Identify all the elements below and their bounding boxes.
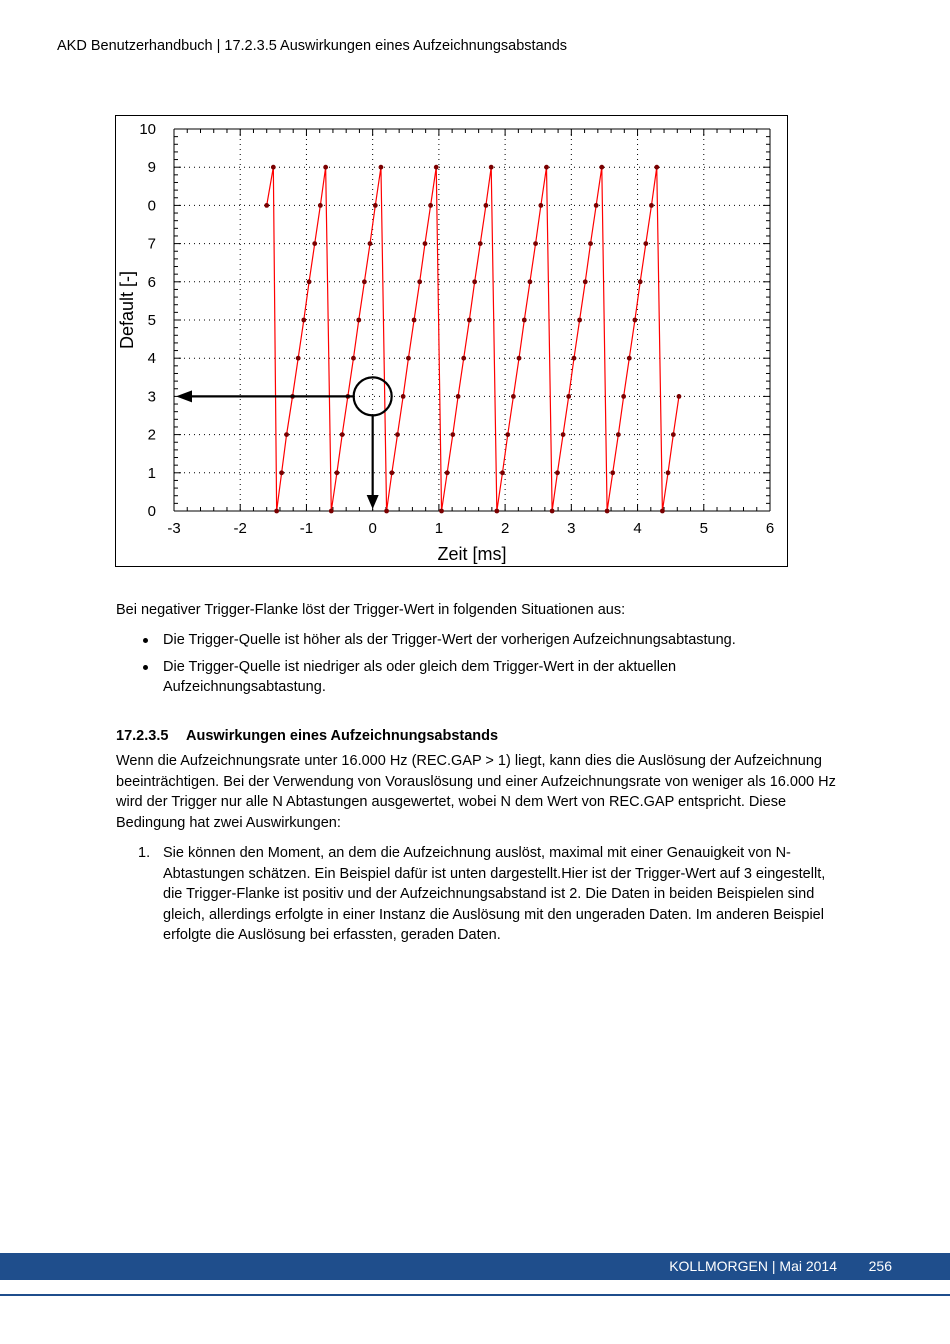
arrow-left-head-icon	[176, 390, 192, 402]
data-point	[401, 394, 406, 399]
x-tick-label: 3	[567, 520, 576, 537]
data-point	[522, 318, 527, 323]
numbered-list	[116, 843, 836, 946]
item-number: 1.	[138, 845, 151, 861]
y-tick-label: 0	[147, 503, 156, 520]
bullet-item	[116, 657, 836, 698]
x-tick-label: 2	[500, 520, 510, 537]
data-point	[505, 432, 510, 437]
data-point	[666, 470, 671, 475]
data-point	[660, 509, 665, 514]
chart-svg	[116, 116, 789, 568]
intro-paragraph: Bei negativer Trigger-Flanke löst der Trigger-Wert in folgenden Situationen aus:	[116, 602, 626, 618]
data-point	[389, 470, 394, 475]
data-point	[638, 279, 643, 284]
y-tick-label: 6	[147, 273, 156, 291]
data-point	[627, 356, 632, 361]
x-tick-label: -3	[167, 520, 181, 537]
bullet-text: Die Trigger-Quelle ist höher als der Trigger-Wert der vorherigen Aufzeichnungsabtastung.	[163, 632, 736, 648]
data-point	[671, 432, 676, 437]
body-paragraph: Wenn die Aufzeichnungsrate unter 16.000 Hz (REC.GAP > 1) liegt, kann dies die Auslösung der Aufzeichnung beeinträchtigen. Bei der Verwendung von Vorauslösung und einer Aufzeichnungsrate von weniger als 16.000 Hz wird der Trigger nur alle N Abtastungen ausgewertet, wobei N dem Wert von REC.GAP entspricht. Diese Bedingung hat zwei Auswirkungen:	[116, 753, 836, 831]
bullet-item	[116, 630, 836, 651]
data-point	[356, 318, 361, 323]
data-point	[274, 509, 279, 514]
data-point	[643, 241, 648, 246]
y-tick-label: 10	[139, 121, 156, 138]
data-point	[434, 165, 439, 170]
page-header: AKD Benutzerhandbuch | 17.2.3.5 Auswirkungen eines Aufzeichnungsabstands	[57, 38, 568, 54]
x-tick-label: 6	[765, 520, 775, 537]
chart-figure	[115, 115, 788, 567]
data-point	[329, 509, 334, 514]
data-point	[610, 470, 615, 475]
data-point	[307, 279, 312, 284]
bullet-list	[116, 630, 836, 704]
y-tick-label: 3	[147, 388, 156, 406]
series-line	[267, 167, 679, 511]
data-point	[417, 279, 422, 284]
data-point	[271, 165, 276, 170]
data-point	[450, 432, 455, 437]
data-point	[445, 470, 450, 475]
data-point	[284, 432, 289, 437]
section-number: 17.2.3.5	[116, 728, 169, 744]
bullet-text: Die Trigger-Quelle ist niedriger als oder gleich dem Trigger-Wert in der aktuellen Aufzeichnungsabtastung.	[163, 658, 677, 695]
data-point	[494, 509, 499, 514]
data-point	[478, 241, 483, 246]
data-point	[566, 394, 571, 399]
x-axis-label: Zeit [ms]	[437, 544, 507, 564]
data-point	[677, 394, 682, 399]
data-point	[439, 509, 444, 514]
x-tick-label: 4	[633, 520, 642, 537]
data-point	[572, 356, 577, 361]
bullet-dot-icon	[143, 638, 148, 643]
y-axis-label: Default [-]	[117, 270, 137, 350]
y-tick-label: 2	[147, 426, 156, 444]
data-point	[312, 241, 317, 246]
x-tick-label: -2	[233, 520, 247, 537]
data-point	[588, 241, 593, 246]
data-point	[621, 394, 626, 399]
data-point	[264, 203, 269, 208]
data-point	[368, 241, 373, 246]
data-point	[550, 509, 555, 514]
x-tick-label: 0	[368, 520, 377, 537]
data-point	[362, 279, 367, 284]
data-point	[489, 165, 494, 170]
data-point	[335, 470, 340, 475]
data-point	[533, 241, 538, 246]
data-point	[406, 356, 411, 361]
data-point	[528, 279, 533, 284]
y-tick-label: 4	[147, 350, 156, 368]
data-point	[649, 203, 654, 208]
x-tick-label: 1	[434, 520, 444, 537]
data-point	[555, 470, 560, 475]
data-point	[599, 165, 604, 170]
data-point	[318, 203, 323, 208]
data-point	[594, 203, 599, 208]
page-number: 256	[868, 1258, 892, 1274]
arrow-down-head-icon	[367, 495, 379, 509]
x-tick-label: -1	[299, 520, 314, 537]
y-tick-label: 9	[147, 159, 156, 177]
data-point	[428, 203, 433, 208]
y-tick-label: 0	[147, 197, 156, 215]
item-text: Sie können den Moment, an dem die Aufzeichnung auslöst, maximal mit einer Genauigkeit von N-Abtastungen schätzen. Ein Beispiel dafür ist unten dargestellt.Hier ist der Trigger-Wert auf 3 eingestellt, die Trigger-Flanke ist positiv und der Aufzeichnungsabstand ist 2. Die Daten in beiden Beispielen sind gleich, allerdings erfolgte in einer Instanz die Auslösung mit den ungeraden Daten. Im anderen Beispiel erfolgte die Auslösung bei erfassten, geraden Daten.	[163, 845, 826, 943]
data-point	[340, 432, 345, 437]
footer-rule	[0, 1294, 950, 1296]
data-point	[500, 470, 505, 475]
data-point	[616, 432, 621, 437]
footer-bar	[0, 1253, 950, 1280]
data-point	[323, 165, 328, 170]
data-point	[484, 203, 489, 208]
data-point	[583, 279, 588, 284]
data-point	[467, 318, 472, 323]
section-title: Auswirkungen eines Aufzeichnungsabstands	[186, 728, 499, 744]
data-point	[373, 203, 378, 208]
data-point	[561, 432, 566, 437]
x-tick-label: 5	[699, 520, 708, 537]
data-point	[456, 394, 461, 399]
bullet-dot-icon	[143, 665, 148, 670]
data-point	[384, 509, 389, 514]
data-point	[423, 241, 428, 246]
data-point	[351, 356, 356, 361]
data-point	[279, 470, 284, 475]
data-point	[412, 318, 417, 323]
data-point	[633, 318, 638, 323]
data-point	[517, 356, 522, 361]
data-point	[472, 279, 477, 284]
y-tick-label: 5	[147, 312, 156, 329]
data-point	[461, 356, 466, 361]
data-point	[544, 165, 549, 170]
data-point	[577, 318, 582, 323]
data-point	[379, 165, 384, 170]
data-point	[395, 432, 400, 437]
data-point	[301, 318, 306, 323]
data-point	[605, 509, 610, 514]
data-point	[296, 356, 301, 361]
numbered-item	[116, 843, 836, 946]
data-point	[511, 394, 516, 399]
y-tick-label: 1	[147, 464, 156, 482]
data-point	[538, 203, 543, 208]
footer-text: KOLLMORGEN | Mai 2014	[669, 1258, 837, 1274]
y-tick-label: 7	[147, 235, 156, 253]
data-point	[654, 165, 659, 170]
section-heading	[116, 728, 498, 744]
